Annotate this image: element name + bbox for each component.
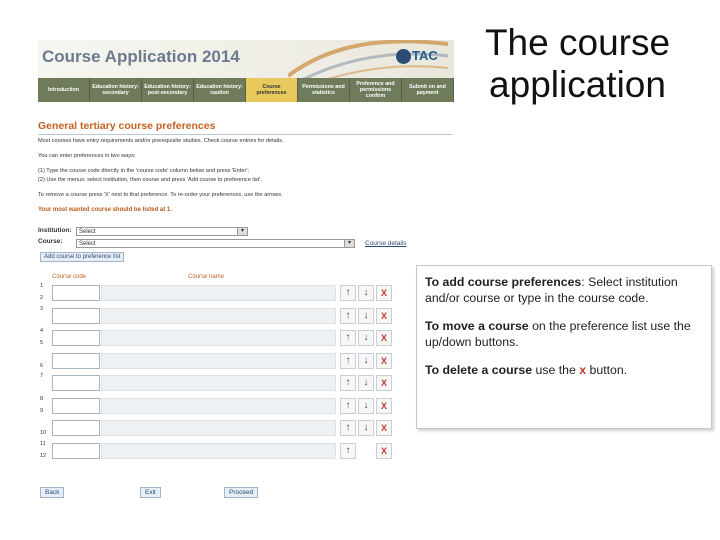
delete-button[interactable]: X	[376, 375, 392, 391]
row-number: 5	[40, 340, 44, 346]
add-instruction: To add course preferences: Select institution and/or course or type in the course code.	[425, 275, 678, 305]
step-3[interactable]: Education history: post-secondary	[142, 78, 194, 102]
row-number: 3	[40, 305, 44, 312]
institution-value: Select	[79, 229, 96, 235]
course-code-input[interactable]	[52, 420, 100, 436]
intro-line: (2) Use the menus: select institution, then course and press 'Add course to preference list'.	[38, 177, 262, 183]
row-number: 2	[40, 295, 44, 301]
add-course-button[interactable]: Add course to preference list	[40, 252, 124, 262]
preference-row	[38, 305, 387, 328]
logo-text: TAC	[412, 48, 438, 63]
instructions-box	[416, 265, 712, 429]
app-title: Course Application 2014	[42, 47, 240, 66]
institution-select[interactable]	[76, 227, 248, 236]
delete-button[interactable]: X	[376, 308, 392, 324]
move-instruction: To move a course on the preference list use the up/down buttons.	[425, 319, 691, 349]
delete-button[interactable]: X	[376, 420, 392, 436]
move-down-button[interactable]: ↓	[358, 398, 374, 414]
intro-line: (1) Type the course code directly in the 'course code' column below and press 'Enter';	[38, 168, 249, 174]
back-button[interactable]: Back	[40, 487, 64, 498]
delete-instruction: To delete a course use the x button.	[425, 363, 628, 377]
move-up-button[interactable]: ↑	[340, 375, 356, 391]
course-label: Course:	[38, 238, 63, 245]
row-number: 11	[40, 440, 46, 447]
logo-icon	[396, 49, 411, 64]
delete-button[interactable]: X	[376, 330, 392, 346]
column-header-name: Course name	[188, 274, 225, 280]
section-title: General tertiary course preferences	[38, 120, 216, 132]
step-5[interactable]: Course preferences	[246, 78, 298, 102]
move-up-button[interactable]: ↑	[340, 353, 356, 369]
column-header-code: Course code	[52, 274, 87, 280]
preference-row	[38, 395, 387, 418]
preference-row	[38, 282, 387, 305]
step-7[interactable]: Preference and permissions confirm	[350, 78, 402, 102]
slide-title: The course application	[484, 22, 671, 105]
step-2[interactable]: Education history: secondary	[90, 78, 142, 102]
chevron-down-icon: ▾	[344, 240, 354, 247]
intro-line: You can enter preferences in two ways:	[38, 153, 136, 159]
important-note: Your most wanted course should be listed at 1.	[38, 207, 172, 213]
intro-line: To remove a course press 'X' next to that preference. To re-order your preferences, use the arrows.	[38, 192, 283, 198]
move-up-button[interactable]: ↑	[340, 398, 356, 414]
preference-row	[38, 327, 387, 350]
preference-row	[38, 350, 387, 373]
app-header	[38, 40, 454, 78]
row-number: 1	[40, 283, 44, 289]
preference-list	[38, 282, 387, 462]
course-select[interactable]	[76, 239, 355, 248]
proceed-button[interactable]: Proceed	[224, 487, 258, 498]
chevron-down-icon: ▾	[237, 228, 247, 235]
move-down-button[interactable]: ↓	[358, 353, 374, 369]
course-details-link[interactable]: Course details	[365, 240, 407, 247]
move-up-button[interactable]: ↑	[340, 330, 356, 346]
course-name-field	[101, 398, 336, 414]
divider	[38, 134, 452, 135]
step-4[interactable]: Education history: caution	[194, 78, 246, 102]
course-name-field	[101, 285, 336, 301]
step-6[interactable]: Permissions and statistics	[298, 78, 350, 102]
move-down-button[interactable]: ↓	[358, 308, 374, 324]
progress-steps	[38, 78, 454, 102]
course-name-field	[101, 420, 336, 436]
row-number: 12	[40, 452, 47, 459]
course-code-input[interactable]	[52, 443, 100, 459]
row-number: 6	[40, 362, 44, 369]
course-name-field	[101, 330, 336, 346]
move-down-button[interactable]: ↓	[358, 330, 374, 346]
move-up-button[interactable]: ↑	[340, 308, 356, 324]
row-number: 10	[40, 430, 47, 436]
course-code-input[interactable]	[52, 330, 100, 346]
exit-button[interactable]: Exit	[140, 487, 161, 498]
row-number: 4	[40, 328, 44, 334]
row-number: 9	[40, 407, 44, 414]
delete-button[interactable]: X	[376, 443, 392, 459]
course-name-field	[101, 353, 336, 369]
row-number: 8	[40, 395, 44, 402]
row-number: 7	[40, 373, 44, 379]
tac-logo	[396, 48, 454, 72]
course-name-field	[101, 308, 336, 324]
course-value: Select	[79, 241, 96, 247]
preference-row	[38, 372, 387, 395]
course-name-field	[101, 443, 336, 459]
course-code-input[interactable]	[52, 308, 100, 324]
intro-line: Most courses have entry requirements and/or prerequisite studies. Check course entries for details.	[38, 138, 284, 144]
institution-label: Institution:	[38, 227, 72, 234]
course-code-input[interactable]	[52, 398, 100, 414]
move-up-button[interactable]: ↑	[340, 443, 356, 459]
delete-button[interactable]: X	[376, 285, 392, 301]
move-down-button[interactable]: ↓	[358, 375, 374, 391]
delete-button[interactable]: X	[376, 353, 392, 369]
course-code-input[interactable]	[52, 353, 100, 369]
move-up-button[interactable]: ↑	[340, 285, 356, 301]
preference-row	[38, 440, 387, 463]
move-down-button[interactable]: ↓	[358, 285, 374, 301]
move-up-button[interactable]: ↑	[340, 420, 356, 436]
delete-button[interactable]: X	[376, 398, 392, 414]
step-1[interactable]: Introduction	[38, 78, 90, 102]
step-8[interactable]: Submit on and payment	[402, 78, 454, 102]
course-code-input[interactable]	[52, 375, 100, 391]
course-name-field	[101, 375, 336, 391]
move-down-button[interactable]: ↓	[358, 420, 374, 436]
preference-row	[38, 417, 387, 440]
course-code-input[interactable]	[52, 285, 100, 301]
app-screenshot	[38, 40, 454, 500]
